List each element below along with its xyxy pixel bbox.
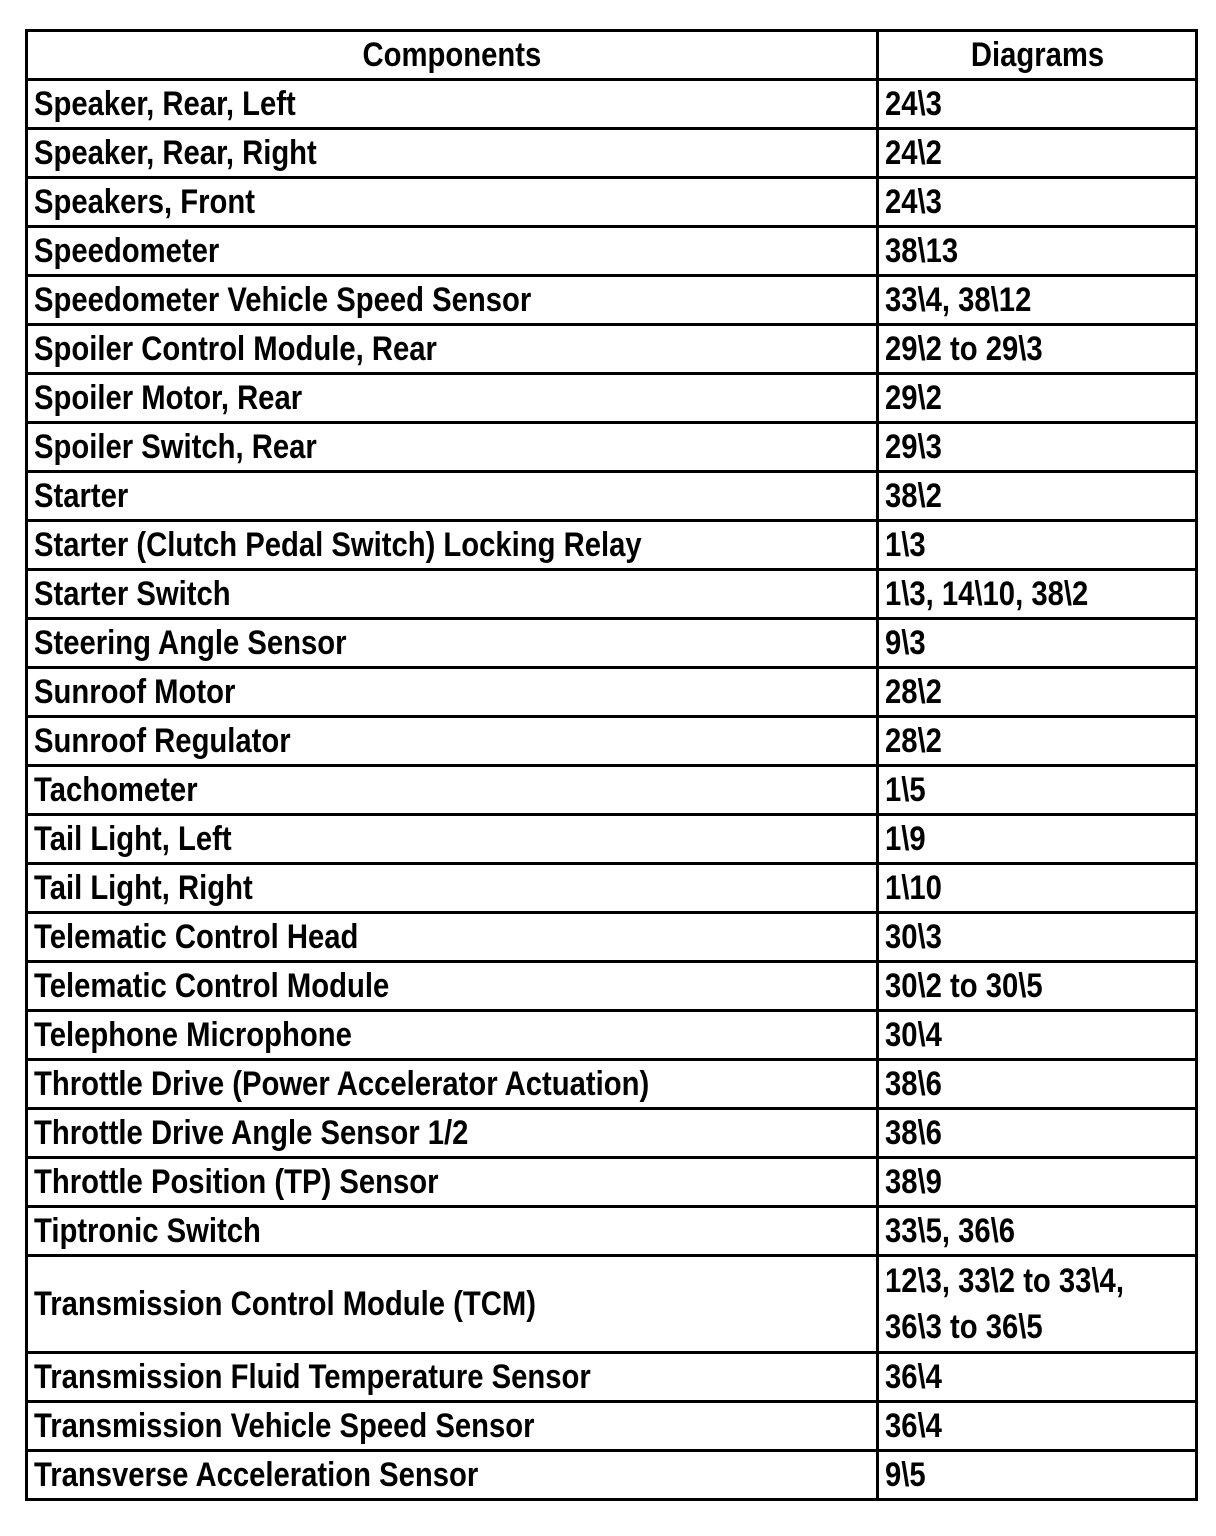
table-row — [27, 227, 1197, 276]
table-row — [27, 570, 1197, 619]
diagrams-cell: 9\5 — [878, 1451, 1197, 1500]
diagrams-cell: 1\5 — [878, 766, 1197, 815]
table-row — [27, 1402, 1197, 1451]
diagrams-cell — [878, 1256, 1197, 1353]
component-cell: Spoiler Control Module, Rear — [27, 325, 878, 374]
component-cell: Tail Light, Left — [27, 815, 878, 864]
component-cell: Tiptronic Switch — [27, 1207, 878, 1256]
component-cell: Spoiler Motor, Rear — [27, 374, 878, 423]
table-row — [27, 1353, 1197, 1402]
component-cell: Steering Angle Sensor — [27, 619, 878, 668]
component-cell: Starter — [27, 472, 878, 521]
diagrams-line: 12\3, 33\2 to 33\4, — [885, 1262, 1124, 1300]
component-cell: Sunroof Motor — [27, 668, 878, 717]
table-row — [27, 766, 1197, 815]
component-cell: Throttle Drive (Power Accelerator Actuation) — [27, 1060, 878, 1109]
component-cell: Tachometer — [27, 766, 878, 815]
component-cell: Telematic Control Module — [27, 962, 878, 1011]
component-cell: Throttle Drive Angle Sensor 1/2 — [27, 1109, 878, 1158]
table-row — [27, 668, 1197, 717]
component-cell: Speaker, Rear, Right — [27, 129, 878, 178]
diagrams-cell: 33\5, 36\6 — [878, 1207, 1197, 1256]
diagrams-cell: 38\6 — [878, 1060, 1197, 1109]
table-row — [27, 1256, 1197, 1353]
component-cell: Transmission Control Module (TCM) — [27, 1256, 878, 1353]
diagrams-cell: 28\2 — [878, 668, 1197, 717]
table-row — [27, 1158, 1197, 1207]
diagrams-cell: 29\2 — [878, 374, 1197, 423]
diagrams-cell: 1\10 — [878, 864, 1197, 913]
components-diagrams-table — [25, 29, 1198, 1501]
header-components: Components — [27, 31, 878, 80]
table-row — [27, 472, 1197, 521]
component-cell: Tail Light, Right — [27, 864, 878, 913]
diagrams-cell: 1\3, 14\10, 38\2 — [878, 570, 1197, 619]
diagrams-cell: 30\3 — [878, 913, 1197, 962]
table-header-row — [27, 31, 1197, 80]
component-cell: Starter (Clutch Pedal Switch) Locking Relay — [27, 521, 878, 570]
table-row — [27, 1451, 1197, 1500]
diagrams-cell: 9\3 — [878, 619, 1197, 668]
component-cell: Speedometer — [27, 227, 878, 276]
table-row — [27, 1011, 1197, 1060]
component-cell: Transmission Vehicle Speed Sensor — [27, 1402, 878, 1451]
component-cell: Speaker, Rear, Left — [27, 80, 878, 129]
diagrams-cell: 33\4, 38\12 — [878, 276, 1197, 325]
table-row — [27, 717, 1197, 766]
diagrams-cell: 24\3 — [878, 178, 1197, 227]
component-cell: Telephone Microphone — [27, 1011, 878, 1060]
diagrams-cell: 30\4 — [878, 1011, 1197, 1060]
diagrams-cell: 36\4 — [878, 1353, 1197, 1402]
diagrams-cell: 1\9 — [878, 815, 1197, 864]
diagrams-cell: 38\13 — [878, 227, 1197, 276]
component-cell: Transverse Acceleration Sensor — [27, 1451, 878, 1500]
table-row — [27, 325, 1197, 374]
component-cell: Sunroof Regulator — [27, 717, 878, 766]
table-row — [27, 276, 1197, 325]
table-row — [27, 619, 1197, 668]
diagrams-cell: 24\3 — [878, 80, 1197, 129]
diagrams-cell: 38\6 — [878, 1109, 1197, 1158]
component-cell: Telematic Control Head — [27, 913, 878, 962]
component-cell: Speedometer Vehicle Speed Sensor — [27, 276, 878, 325]
table-row — [27, 129, 1197, 178]
diagrams-cell: 38\9 — [878, 1158, 1197, 1207]
diagrams-cell: 24\2 — [878, 129, 1197, 178]
diagrams-line: 36\3 to 36\5 — [885, 1308, 1043, 1346]
table-row — [27, 1207, 1197, 1256]
diagrams-cell: 1\3 — [878, 521, 1197, 570]
table-row — [27, 374, 1197, 423]
table-row — [27, 80, 1197, 129]
diagrams-cell: 30\2 to 30\5 — [878, 962, 1197, 1011]
diagrams-cell: 29\3 — [878, 423, 1197, 472]
diagrams-cell: 36\4 — [878, 1402, 1197, 1451]
header-diagrams: Diagrams — [878, 31, 1197, 80]
table-row — [27, 1060, 1197, 1109]
table-row — [27, 864, 1197, 913]
diagrams-cell: 38\2 — [878, 472, 1197, 521]
component-cell: Starter Switch — [27, 570, 878, 619]
table-row — [27, 178, 1197, 227]
component-cell: Throttle Position (TP) Sensor — [27, 1158, 878, 1207]
component-cell: Transmission Fluid Temperature Sensor — [27, 1353, 878, 1402]
diagrams-cell: 28\2 — [878, 717, 1197, 766]
table-row — [27, 962, 1197, 1011]
table-row — [27, 423, 1197, 472]
table-row — [27, 815, 1197, 864]
diagrams-cell: 29\2 to 29\3 — [878, 325, 1197, 374]
component-cell: Speakers, Front — [27, 178, 878, 227]
table-row — [27, 913, 1197, 962]
table-row — [27, 521, 1197, 570]
component-cell: Spoiler Switch, Rear — [27, 423, 878, 472]
table-row — [27, 1109, 1197, 1158]
